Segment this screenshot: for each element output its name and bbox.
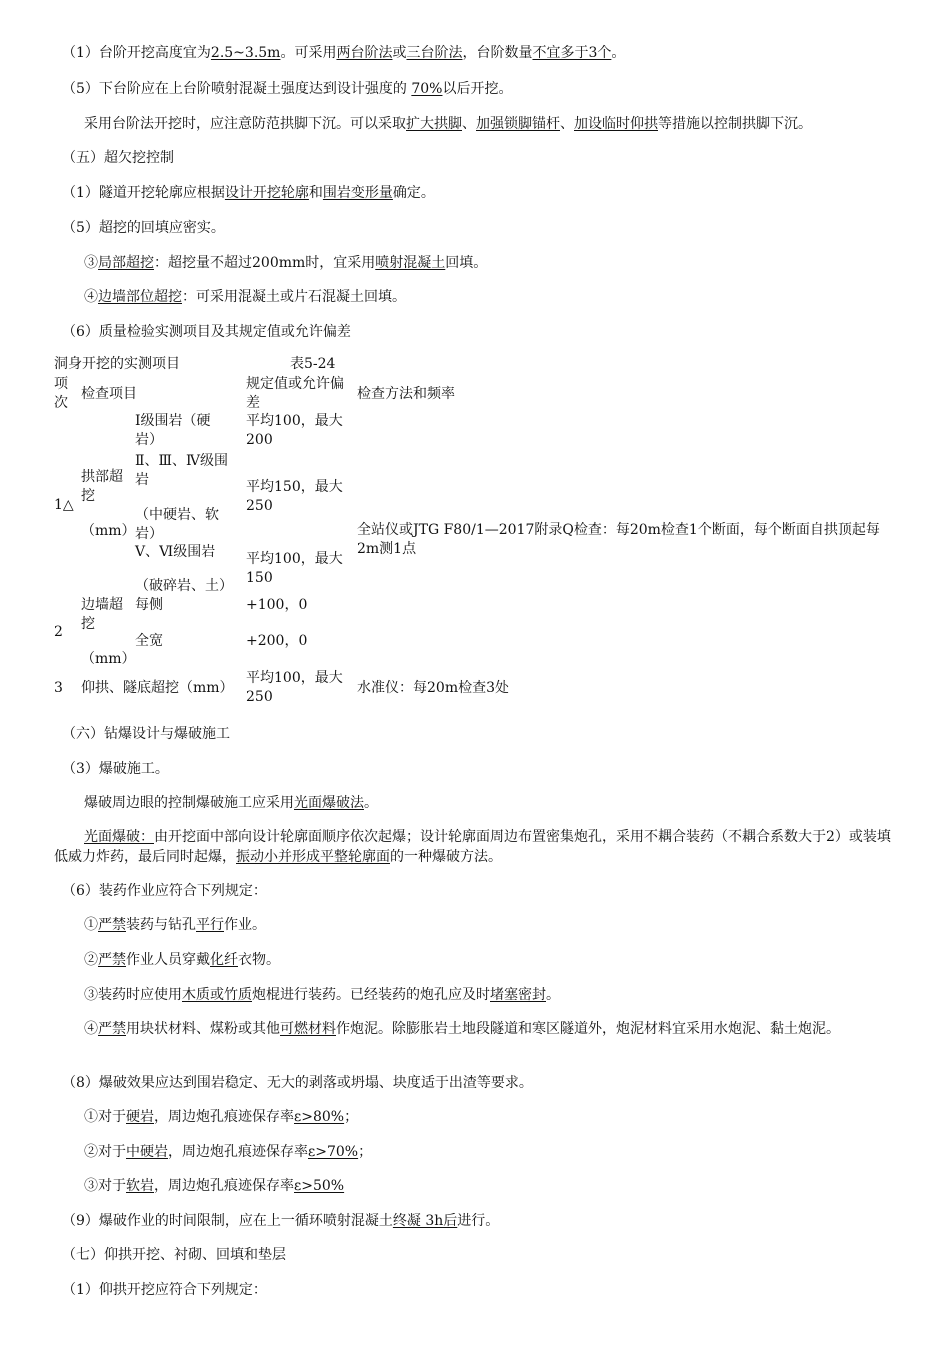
para-blasting-effect: （8）爆破效果应达到围岩稳定、无大的剥落或坍塌、块度适于出渣等要求。 — [62, 1075, 533, 1091]
header-spec: 差 — [246, 395, 260, 411]
row-item: 边墙超 — [81, 597, 123, 613]
underlined-text: 局部超挖 — [98, 255, 154, 271]
para-lower-bench — [62, 79, 910, 99]
para-local-overbreak — [84, 253, 910, 273]
para-invert-excavation: （1）仰拱开挖应符合下列规定： — [62, 1282, 267, 1298]
text: 。 — [611, 45, 626, 61]
text: ，周边炮孔痕迹保存率 — [154, 1178, 294, 1194]
para-medium-rock — [84, 1142, 910, 1162]
text: 以后开挖。 — [442, 81, 513, 97]
text: 爆破周边眼的控制爆破施工应采用 — [84, 795, 294, 811]
section-heading-blasting: （六）钻爆设计与爆破施工 — [62, 726, 230, 742]
underlined-text: 70% — [411, 81, 443, 97]
text: 进行。 — [457, 1213, 500, 1229]
row-value: 150 — [246, 570, 273, 586]
row-value: +100，0 — [246, 597, 308, 613]
underlined-text: 喷射混凝土 — [375, 255, 446, 271]
text: ； — [358, 1144, 373, 1160]
underlined-text: 软岩 — [126, 1178, 154, 1194]
underlined-text: 光面爆破： — [84, 829, 154, 845]
underlined-text: 严禁 — [98, 952, 126, 968]
text: 采用台阶法开挖时，应注意防范拱脚下沉。可以采取 — [84, 116, 406, 132]
text: 。 — [364, 795, 378, 811]
underlined-text: 堵塞密封 — [490, 987, 546, 1003]
underlined-text: 扩大拱脚 — [406, 116, 462, 132]
text: 的一种爆破方法。 — [390, 849, 502, 865]
row-subitem: （破碎岩、土） — [135, 578, 233, 594]
para-smooth-blasting-method — [84, 793, 910, 813]
row-subitem: （中硬岩、软 — [135, 507, 219, 523]
underlined-text: 三台阶法 — [406, 45, 463, 61]
inspection-table — [54, 355, 914, 710]
section-heading-invert: （七）仰拱开挖、衬砌、回填和垫层 — [62, 1247, 286, 1263]
row-value: 200 — [246, 432, 273, 448]
row-value: 250 — [246, 498, 273, 514]
para-rule-2 — [84, 950, 910, 970]
underlined-text: ε>50% — [294, 1178, 345, 1194]
text: （1）隧道开挖轮廓应根据 — [62, 185, 225, 201]
text: ③装药时应使用 — [84, 987, 182, 1003]
row-item: （mm） — [81, 651, 136, 667]
text: 由开挖面中部向设计轮廓面顺序依次起爆；设计轮廓面周边布置密集炮孔，采用不耦合装药（不耦合系数大于2）或装填低威力炸药，最后同时起爆， — [54, 829, 891, 865]
text: ② — [84, 952, 98, 968]
text: 、 — [462, 116, 476, 132]
underlined-text: 加强锁脚锚杆 — [476, 116, 560, 132]
para-blasting-construction: （3）爆破施工。 — [62, 761, 169, 777]
text: ②对于 — [84, 1144, 126, 1160]
para-sidewall-overbreak — [84, 287, 910, 307]
underlined-text: 硬岩 — [126, 1109, 154, 1125]
text: 回填。 — [445, 255, 488, 271]
underlined-text: 光面爆破法 — [294, 795, 364, 811]
table-number: 表5-24 — [290, 356, 336, 372]
text: ：超挖量不超过200mm时，宜采用 — [154, 255, 376, 271]
text: ④ — [84, 1021, 98, 1037]
text: 炮棍进行装药。已经装药的炮孔应及时 — [252, 987, 490, 1003]
row-value: +200，0 — [246, 633, 308, 649]
header-item: 检查项目 — [81, 386, 137, 402]
row-no: 3 — [54, 680, 63, 696]
text: （1）台阶开挖高度宜为 — [62, 45, 211, 61]
row-subitem: Ⅴ、Ⅵ级围岩 — [135, 544, 216, 560]
header-method: 检查方法和频率 — [357, 386, 455, 402]
underlined-text: 木质或竹质 — [182, 987, 252, 1003]
row-item: 挖 — [81, 488, 95, 504]
text: ； — [344, 1109, 359, 1125]
row-item: 挖 — [81, 616, 95, 632]
row-method: 全站仪或JTG F80/1—2017附录Q检查：每20m检查1个断面，每个断面自拱顶起每 — [357, 522, 880, 538]
table-caption: 洞身开挖的实测项目 — [54, 356, 180, 372]
text: 衣物。 — [238, 952, 280, 968]
row-subitem: 岩） — [135, 526, 163, 542]
para-charging-rules: （6）装药作业应符合下列规定： — [62, 883, 267, 899]
row-item: 仰拱、隧底超挖（mm） — [81, 680, 234, 696]
underlined-text: 终凝 3h后 — [392, 1213, 458, 1229]
underlined-text: 严禁 — [98, 917, 126, 933]
row-subitem: 每侧 — [135, 597, 163, 613]
row-no: 2 — [54, 624, 63, 640]
underlined-text: 振动小并形成平整轮廓面 — [236, 849, 390, 865]
underlined-text: ε>70% — [308, 1144, 359, 1160]
row-subitem: Ⅰ级围岩（硬 — [135, 413, 211, 429]
text: ，周边炮孔痕迹保存率 — [154, 1109, 294, 1125]
text: 装药与钻孔 — [126, 917, 196, 933]
para-rule-3 — [84, 985, 910, 1005]
text: （9）爆破作业的时间限制，应在上一循环喷射混凝土 — [62, 1213, 393, 1229]
underlined-text: ε>80% — [294, 1109, 345, 1125]
underlined-text: 边墙部位超挖 — [98, 289, 182, 305]
text: ④ — [84, 289, 98, 305]
underlined-text: 化纤 — [210, 952, 238, 968]
underlined-text: 平行 — [196, 917, 224, 933]
row-item: （mm） — [81, 523, 136, 539]
text: 或 — [392, 45, 407, 61]
text: ① — [84, 917, 98, 933]
text: 、 — [560, 116, 574, 132]
para-rule-1 — [84, 915, 910, 935]
para-hard-rock — [84, 1107, 910, 1127]
text: ，周边炮孔痕迹保存率 — [168, 1144, 308, 1160]
underlined-text: 可燃材料 — [280, 1021, 336, 1037]
underlined-text: 两台阶法 — [336, 45, 393, 61]
underlined-text: 中硬岩 — [126, 1144, 168, 1160]
text: （5）下台阶应在上台阶喷射混凝土强度达到设计强度的 — [62, 81, 412, 97]
row-value: 平均100，最大 — [246, 670, 343, 686]
row-value: 平均150，最大 — [246, 479, 343, 495]
text: 确定。 — [392, 185, 435, 201]
para-quality-check: （6）质量检验实测项目及其规定值或允许偏差 — [62, 324, 351, 340]
underlined-text: 2.5~3.5m — [210, 45, 281, 61]
underlined-text: 围岩变形量 — [322, 185, 393, 201]
text: 。可采用 — [280, 45, 337, 61]
text: ①对于 — [84, 1109, 126, 1125]
header-no: 项 — [54, 376, 68, 392]
underlined-text: 严禁 — [98, 1021, 126, 1037]
row-subitem: 岩 — [135, 472, 149, 488]
row-subitem: Ⅱ、Ⅲ、Ⅳ级围 — [135, 453, 229, 469]
text: 和 — [308, 185, 323, 201]
para-soft-rock — [84, 1176, 910, 1196]
para-time-limit — [62, 1211, 910, 1231]
row-method: 2m测1点 — [357, 541, 417, 557]
section-heading-overbreak: （五）超欠挖控制 — [62, 150, 174, 166]
underlined-text: 设计开挖轮廓 — [224, 185, 309, 201]
text: 作业。 — [224, 917, 266, 933]
text: 用块状材料、煤粉或其他 — [126, 1021, 280, 1037]
underlined-text: 不宜多于3个 — [532, 45, 612, 61]
text: 作业人员穿戴 — [126, 952, 210, 968]
text: ③对于 — [84, 1178, 126, 1194]
underlined-text: 加设临时仰拱 — [574, 116, 658, 132]
text: 等措施以控制拱脚下沉。 — [658, 116, 812, 132]
header-no: 次 — [54, 395, 68, 411]
header-spec: 规定值或允许偏 — [246, 376, 344, 392]
text: 。 — [546, 987, 560, 1003]
row-subitem: 岩） — [135, 432, 163, 448]
row-no: 1△ — [54, 497, 74, 513]
text: ，台阶数量 — [462, 45, 533, 61]
para-backfill: （5）超挖的回填应密实。 — [62, 220, 225, 236]
row-value: 平均100，最大 — [246, 413, 343, 429]
row-method: 水准仪：每20m检查3处 — [357, 680, 509, 696]
para-smooth-blasting-definition — [54, 827, 904, 867]
row-item: 拱部超 — [81, 469, 123, 485]
text: ：可采用混凝土或片石混凝土回填。 — [182, 289, 406, 305]
row-subitem: 全宽 — [135, 633, 163, 649]
para-arch-foot — [84, 114, 910, 134]
para-rule-4 — [54, 1019, 904, 1039]
para-bench-height — [62, 43, 910, 63]
text: 作炮泥。除膨胀岩土地段隧道和寒区隧道外，炮泥材料宜采用水炮泥、黏土炮泥。 — [336, 1021, 840, 1037]
row-value: 平均100，最大 — [246, 551, 343, 567]
row-value: 250 — [246, 689, 273, 705]
para-contour — [62, 183, 910, 203]
text: ③ — [84, 255, 98, 271]
